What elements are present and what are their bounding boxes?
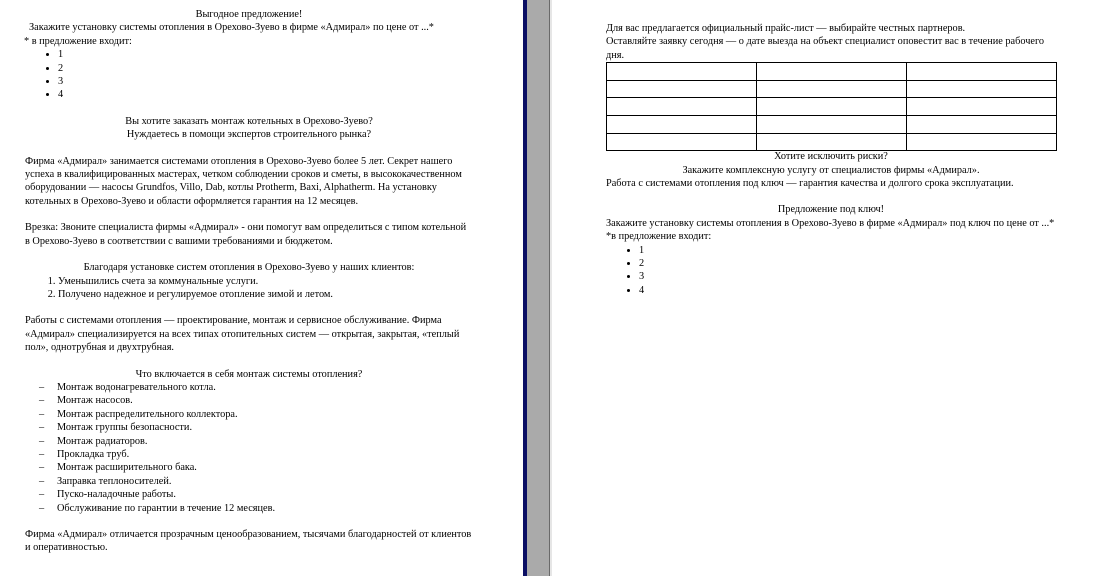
list-item: 1. Уменьшились счета за коммунальные услуги. [58,275,473,288]
table-cell [907,80,1057,98]
includes-list [25,48,473,102]
list-item: • 2 [58,62,473,75]
list-item: • 2 [639,257,1056,270]
price-intro: Для вас предлагается официальный прайс-лист — выбирайте честных партнеров. [606,23,966,34]
table-cell [907,133,1057,151]
list-item: • 1 [639,244,1056,257]
list-item: – Заправка теплоносителей. [25,475,473,488]
paragraph-pricing: Фирма «Адмирал» отличается прозрачным ценообразованием, тысячами благодарностей от клиентов и оперативностью. [25,529,472,554]
works-title: Что включается в себя монтаж системы отопления? [135,368,363,380]
request-text: Оставляйте заявку сегодня — о дате выезда на объект специалист оповестит вас в течение рабочего дня. [606,36,1045,61]
includes2-label: *в предложение входит: [606,231,712,243]
table-cell [757,133,907,151]
separator-border [523,0,527,576]
question-heading-2: Нуждаетесь в помощи экспертов строительного рынка? [126,129,372,141]
table-row [607,133,1057,151]
list-item: • 3 [639,270,1056,283]
works-list [25,381,473,515]
list-item: – Обслуживание по гарантии в течение 12 месяцев. [25,502,473,515]
list-item: • 3 [58,75,473,88]
left-page [0,0,523,576]
right-page-content [606,22,1056,297]
list-item: – Монтаж насосов. [25,394,473,407]
list-item: • 4 [58,88,473,101]
list-item: – Монтаж распределительного коллектора. [25,408,473,421]
benefits-title: Благодаря установке систем отопления в Орехово-Зуево у наших клиентов: [83,262,415,274]
risk-title: Хотите исключить риски? [774,151,888,163]
offer-text: Закажите установку системы отопления в Орехово-Зуево в фирме «Адмирал» по цене от ...* [29,22,434,34]
risk-subtitle: Закажите комплексную услугу от специалистов фирмы «Адмирал». [682,164,980,176]
table-cell [607,80,757,98]
list-item: – Монтаж радиаторов. [25,435,473,448]
offer-title: Выгодное предложение! [195,9,303,20]
table-cell [607,133,757,151]
list-item: • 4 [639,284,1056,297]
table-cell [607,98,757,116]
table-cell [907,98,1057,116]
table-cell [757,63,907,81]
table-cell [907,116,1057,134]
includes-label: * в предложение входит: [24,35,132,47]
list-item: – Монтаж группы безопасности. [25,421,473,434]
table-cell [907,63,1057,81]
table-row [607,116,1057,134]
list-item: – Прокладка труб. [25,448,473,461]
table-cell [757,116,907,134]
benefits-list [25,275,473,302]
list-item: • 1 [58,48,473,61]
right-page [552,0,1096,576]
list-item: – Монтаж водонагревательного котла. [25,381,473,394]
table-cell [757,80,907,98]
paragraph-services: Работы с системами отопления — проектирование, монтаж и сервисное обслуживание. Фирма «Адмирал» специализируется на всех типах отопительных систем — открытая, закрытая, «теплый пол», однотрубная и двухтрубная. [25,315,460,354]
page-separator [523,0,552,576]
price-table [606,62,1057,151]
list-item: 2. Получено надежное и регулируемое отопление зимой и летом. [58,288,473,301]
paragraph-call: Врезка: Звоните специалиста фирмы «Адмирал» - они помогут вам определиться с типом котельной в Орехово-Зуево в соответствии с вашими требованиями и бюджетом. [25,222,467,247]
turnkey-text: Работа с системами отопления под ключ — гарантия качества и долгого срока эксплуатации. [606,178,1014,189]
table-row [607,63,1057,81]
includes2-list [606,244,1056,298]
left-page-content [25,8,473,555]
question-heading-1: Вы хотите заказать монтаж котельных в Орехово-Зуево? [125,115,373,127]
table-row [607,80,1057,98]
table-cell [607,116,757,134]
paragraph-company: Фирма «Адмирал» занимается системами отопления в Орехово-Зуево более 5 лет. Секрет нашего успеха в квалифицированных мастерах, четком соблюдении сроков и сметы, в высококачественном оборудовании — насосы Grundfos, Villo, Dab, котлы Protherm, Baxi, Alphatherm. На установку котельных в Орехово-Зуево и области оформляется гарантия на 12 месяцев. [25,155,462,207]
table-cell [757,98,907,116]
offer2-text: Закажите установку системы отопления в Орехово-Зуево в фирме «Адмирал» под ключ по цене от ...* [606,217,1055,229]
table-row [607,98,1057,116]
offer2-title: Предложение под ключ! [777,204,885,216]
table-cell [607,63,757,81]
list-item: – Пуско-наладочные работы. [25,488,473,501]
list-item: – Монтаж расширительного бака. [25,461,473,474]
